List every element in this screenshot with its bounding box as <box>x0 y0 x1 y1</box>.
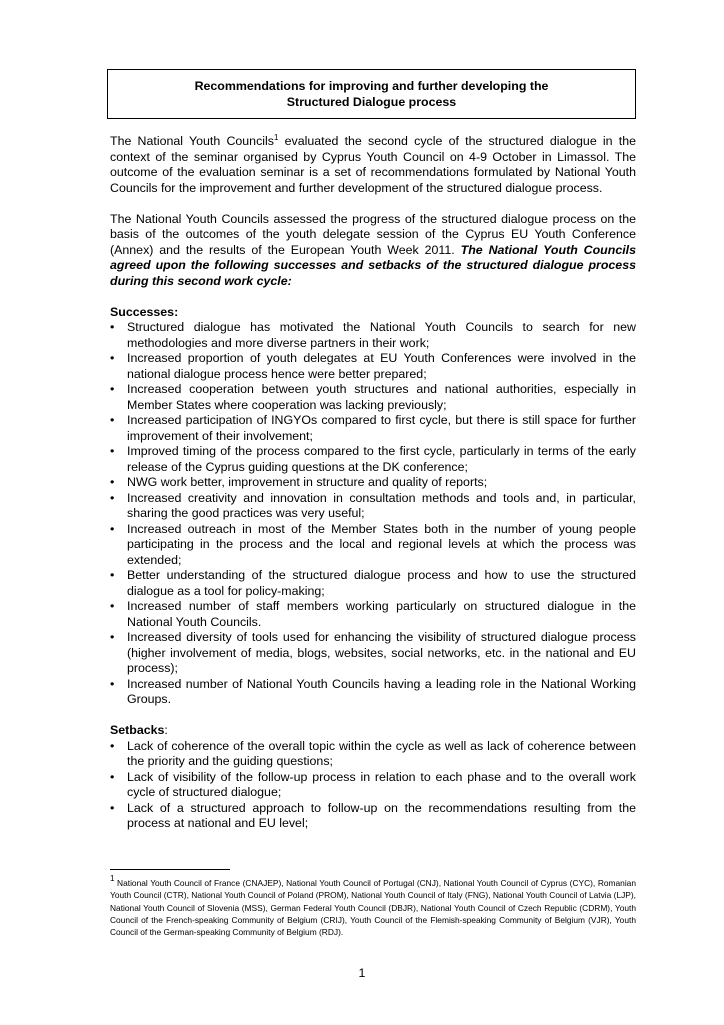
bullet-icon: • <box>110 320 115 334</box>
bullet-icon: • <box>110 676 115 691</box>
bullet-icon: • <box>110 599 115 613</box>
list-item <box>110 320 636 351</box>
list-item-text: Increased diversity of tools used for enhancing the visibility of structured dialogue process (higher involvement of media, blogs, websites, social networks, etc. in the national and EU process); <box>127 630 636 675</box>
list-item-text: Structured dialogue has motivated the National Youth Councils to search for new methodologies and more diverse partners in their work; <box>127 320 636 350</box>
list-item-text: Lack of a structured approach to follow-up on the recommendations resulting from the process at national and EU level; <box>127 800 636 830</box>
assessment-text: The National Youth Councils assessed the progress of the structured dialogue process on the basis of the outcomes of the youth delegate session of the Cyprus EU Youth Conference (Annex) and the results of the European Youth Week 2011. <box>110 211 636 257</box>
list-item <box>110 630 636 677</box>
page-number: 1 <box>358 966 366 980</box>
list-item <box>110 770 636 801</box>
list-item <box>110 599 636 630</box>
footnote-divider <box>110 869 230 870</box>
bullet-icon: • <box>110 413 115 427</box>
footnote-number: 1 <box>110 874 115 883</box>
list-item <box>110 739 636 770</box>
list-item <box>110 351 636 382</box>
bullet-icon: • <box>110 568 115 582</box>
document-body <box>110 134 636 832</box>
list-item <box>110 677 636 708</box>
list-item-text: Increased proportion of youth delegates at EU Youth Conferences were involved in the national dialogue process hence were better prepared; <box>127 351 636 381</box>
list-item <box>110 382 636 413</box>
list-item <box>110 413 636 444</box>
footnote-text: National Youth Council of France (CNAJEP), National Youth Council of Portugal (CNJ), National Youth Council of Cyprus (CYC), Romanian Youth Council (CTR), National Youth Council of Poland (PROM), National Youth Council of Italy (FNG), National Youth Council of Latvia (LJP), National Youth Council of Slovenia (MSS), German Federal Youth Council (DBJR), National Youth Council of Czech Republic (CDRM), Youth Council of the French-speaking Community of Belgium (CRIJ), Youth Council of the Flemish-speaking Community of Belgium (VJR), Youth Council of the German-speaking Community of Belgium (RDJ). <box>110 878 636 938</box>
successes-list <box>110 320 636 708</box>
bullet-icon: • <box>110 521 115 536</box>
bullet-icon: • <box>110 630 115 644</box>
intro-rest: evaluated the second cycle of the structured dialogue in the context of the seminar organised by Cyprus Youth Council on 4-9 October in Limassol. The outcome of the evaluation seminar is a set of recommendations formulated by National Youth Councils for the improvement and further development of the structured dialogue process. <box>110 134 636 195</box>
document-title-line-2: Structured Dialogue process <box>286 95 457 109</box>
title-box <box>107 69 636 119</box>
list-item-text: Better understanding of the structured dialogue process and how to use the structured dialogue as a tool for policy-making; <box>127 568 636 598</box>
setbacks-heading-colon: : <box>164 723 168 737</box>
bullet-icon: • <box>110 444 115 458</box>
list-item-text: Lack of visibility of the follow-up process in relation to each phase and to the overall work cycle of structured dialogue; <box>127 769 636 799</box>
successes-heading: Successes: <box>110 304 179 319</box>
intro-lead: The National Youth Councils <box>110 134 274 148</box>
list-item <box>110 801 636 832</box>
list-item-text: NWG work better, improvement in structure and quality of reports; <box>127 475 488 489</box>
assessment-emphasis: The National Youth Councils agreed upon the following successes and setbacks of the structured dialogue process during this second work cycle: <box>110 242 636 288</box>
bullet-icon: • <box>110 769 115 784</box>
bullet-icon: • <box>110 382 115 396</box>
bullet-icon: • <box>110 738 115 753</box>
document-title-line-1: Recommendations for improving and further developing the <box>194 78 549 93</box>
list-item <box>110 475 636 491</box>
list-item <box>110 444 636 475</box>
setbacks-heading <box>110 723 636 739</box>
setbacks-list <box>110 739 636 832</box>
list-item-text: Improved timing of the process compared to the first cycle, particularly in terms of the early release of the Cyprus guiding questions at the DK conference; <box>127 444 636 474</box>
list-item-text: Increased number of National Youth Councils having a leading role in the National Working Groups. <box>127 676 636 706</box>
bullet-icon: • <box>110 475 115 489</box>
assessment-paragraph <box>110 212 636 290</box>
bullet-icon: • <box>110 351 115 365</box>
list-item-text: Increased outreach in most of the Member States both in the number of young people participating in the process and the local and regional levels at which the process was extended; <box>127 521 636 567</box>
footnote <box>110 874 636 938</box>
list-item-text: Increased cooperation between youth structures and national authorities, especially in Member States where cooperation was lacking previously; <box>127 382 636 412</box>
footnote-reference[interactable]: 1 <box>273 133 279 142</box>
intro-paragraph <box>110 134 636 196</box>
list-item <box>110 522 636 569</box>
bullet-icon: • <box>110 490 115 505</box>
list-item-text: Increased number of staff members working particularly on structured dialogue in the National Youth Councils. <box>127 599 636 629</box>
list-item-text: Lack of coherence of the overall topic within the cycle as well as lack of coherence between the priority and the guiding questions; <box>127 738 636 768</box>
list-item-text: Increased creativity and innovation in consultation methods and tools and, in particular, sharing the good practices was very useful; <box>127 490 636 520</box>
setbacks-heading-label: Setbacks <box>110 723 165 737</box>
list-item <box>110 568 636 599</box>
bullet-icon: • <box>110 800 115 815</box>
list-item <box>110 491 636 522</box>
list-item-text: Increased participation of INGYOs compared to first cycle, but there is still space for further improvement of their involvement; <box>127 413 636 443</box>
